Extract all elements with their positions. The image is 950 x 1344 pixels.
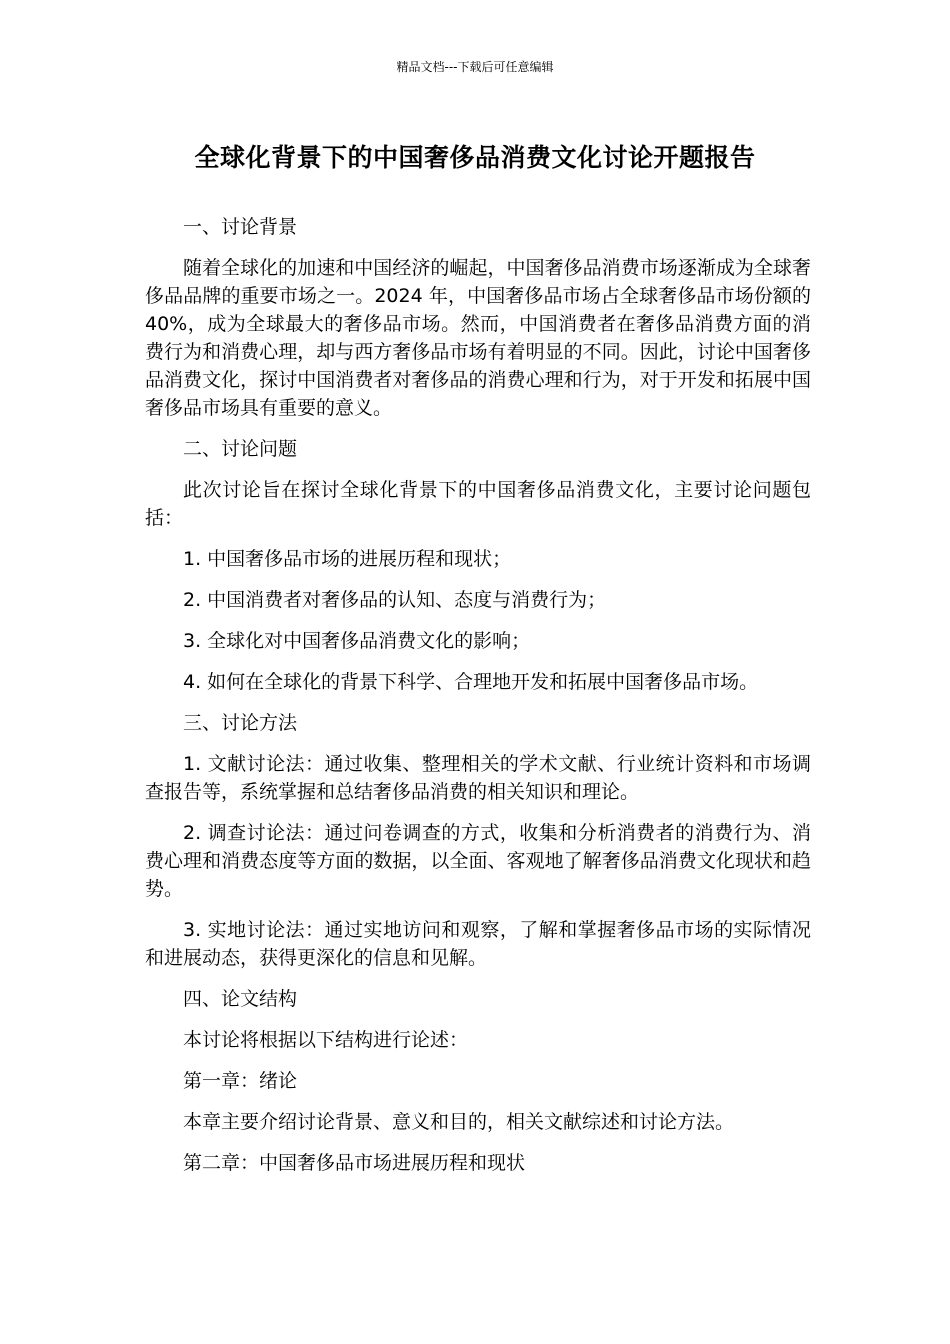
list-item-method-2: 2. 调查讨论法：通过问卷调查的方式，收集和分析消费者的消费行为、消费心理和消费态度等方面的数据，以全面、客观地了解奢侈品消费文化现状和趋势。 xyxy=(145,822,811,900)
document-title: 全球化背景下的中国奢侈品消费文化讨论开题报告 xyxy=(194,143,756,172)
list-item-question-4: 4. 如何在全球化的背景下科学、合理地开发和拓展中国奢侈品市场。 xyxy=(183,671,759,693)
section-heading-methods: 三、讨论方法 xyxy=(183,712,298,734)
paragraph-background: 随着全球化的加速和中国经济的崛起，中国奢侈品消费市场逐渐成为全球奢侈品品牌的重要市场之一。2024 年，中国奢侈品市场占全球奢侈品市场份额的 40%，成为全球最大的奢侈品市场。然而，中国消费者在奢侈品消费方面的消费行为和消费心理，却与西方奢侈品市场有着明显的不同。因此，讨论中国奢侈品消费文化，探讨中国消费者对奢侈品的消费心理和行为，对于开发和拓展中国奢侈品市场具有重要的意义。 xyxy=(145,257,811,419)
chapter-1-description: 本章主要介绍讨论背景、意义和目的，相关文献综述和讨论方法。 xyxy=(183,1111,735,1133)
list-item-method-1: 1. 文献讨论法：通过收集、整理相关的学术文献、行业统计资料和市场调查报告等，系统掌握和总结奢侈品消费的相关知识和理论。 xyxy=(145,753,811,803)
list-item-question-3: 3. 全球化对中国奢侈品消费文化的影响； xyxy=(183,630,531,652)
section-heading-questions: 二、讨论问题 xyxy=(183,438,298,460)
list-item-question-2: 2. 中国消费者对奢侈品的认知、态度与消费行为； xyxy=(183,589,607,611)
section-heading-structure: 四、论文结构 xyxy=(183,988,298,1010)
chapter-1-heading: 第一章：绪论 xyxy=(183,1070,298,1092)
paragraph-structure-intro: 本讨论将根据以下结构进行论述： xyxy=(183,1029,469,1051)
document-body xyxy=(145,213,811,1190)
list-item-method-3: 3. 实地讨论法：通过实地访问和观察，了解和掌握奢侈品市场的实际情况和进展动态，获得更深化的信息和见解。 xyxy=(145,919,811,969)
header-note: 精品文档---下载后可任意编辑 xyxy=(396,60,554,74)
chapter-2-heading: 第二章：中国奢侈品市场进展历程和现状 xyxy=(183,1152,526,1174)
section-heading-background: 一、讨论背景 xyxy=(183,216,298,238)
paragraph-questions-intro: 此次讨论旨在探讨全球化背景下的中国奢侈品消费文化，主要讨论问题包括： xyxy=(145,479,811,529)
list-item-question-1: 1. 中国奢侈品市场的进展历程和现状； xyxy=(183,548,512,570)
